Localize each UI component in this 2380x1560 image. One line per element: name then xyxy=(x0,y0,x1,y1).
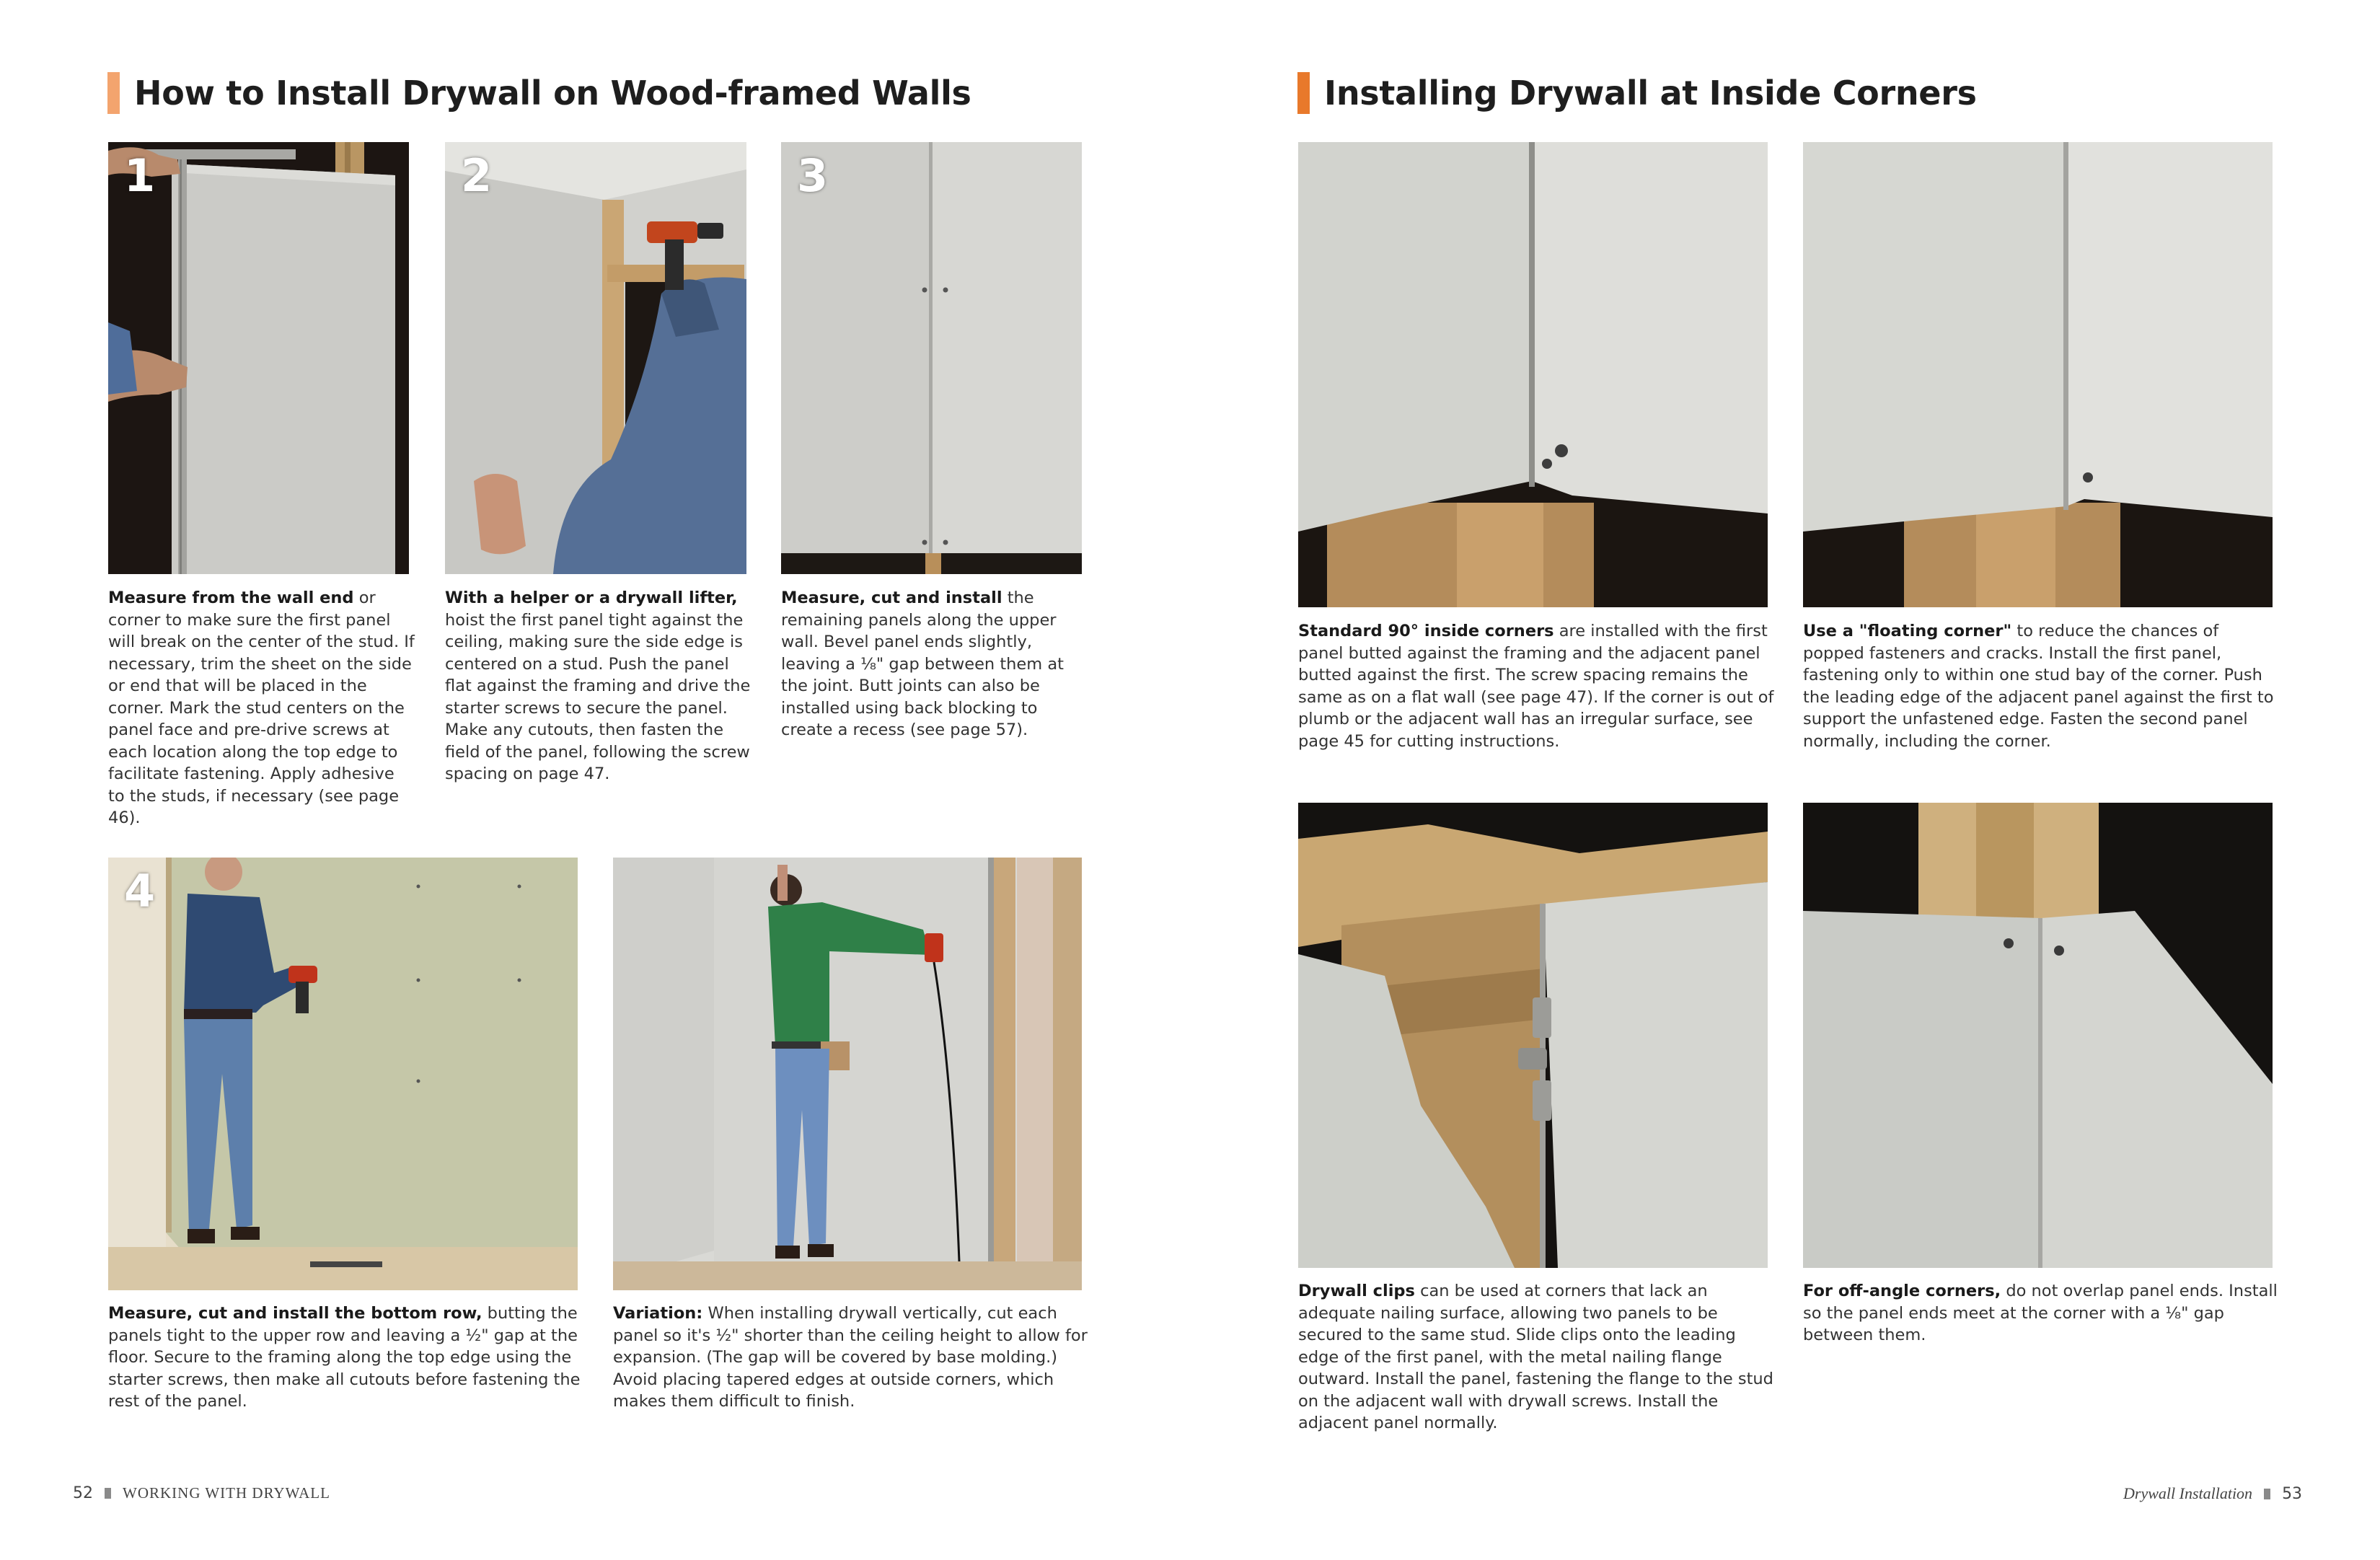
off-angle-corner-lead: For off-angle corners, xyxy=(1803,1282,2001,1300)
step-1-number: 1 xyxy=(124,149,156,202)
off-angle-corner-photo xyxy=(1803,803,2273,1268)
step-3-lead: Measure, cut and install xyxy=(781,589,1002,607)
standard-corner-text: are installed with the first panel butted against the framing and the adjacent panel butted against the first. The screw spacing remains the same as on a flat wall (see page 47). If the corner is out of plumb or the adjacent wall has an irregular surface, see page 45 for cutting instructions. xyxy=(1298,622,1774,751)
off-angle-corner-text: do not overlap panel ends. Install so the panel ends meet at the corner with a ⅛" gap between them. xyxy=(1803,1282,2278,1344)
step-1-text: or corner to make sure the first panel will break on the center of the stud. If necessary, trim the sheet on the side or end that will be placed in the corner. Mark the stud centers on the panel face and pre-drive screws at each location along the top edge to facilitate fastening. Apply adhesive to the studs, if necessary (see page 46). xyxy=(108,589,415,827)
step-2-caption xyxy=(445,587,752,785)
step-2-photo xyxy=(445,142,746,574)
step-4-caption xyxy=(108,1303,584,1413)
step-4-number: 4 xyxy=(124,865,156,917)
step-4-text: butting the panels tight to the upper row and leaving a ½" gap at the floor. Secure to the framing along the top edge using the starter screws, then make all cutouts before fastening the rest of the panel. xyxy=(108,1304,581,1411)
step-3-text: the remaining panels along the upper wall. Bevel panel ends slightly, leaving a ⅛" gap between them at the joint. Butt joints can also be installed using back blocking to create a recess (see page 57). xyxy=(781,589,1064,739)
floating-corner-lead: Use a "floating corner" xyxy=(1803,622,2012,640)
drywall-clips-caption xyxy=(1298,1280,1774,1435)
right-page-title: Installing Drywall at Inside Corners xyxy=(1324,74,1977,113)
step-3-photo xyxy=(781,142,1082,574)
step-2-number: 2 xyxy=(461,149,493,202)
floating-corner-caption xyxy=(1803,620,2279,752)
off-angle-corner-caption xyxy=(1803,1280,2279,1347)
floating-corner-photo xyxy=(1803,142,2273,607)
step-1-photo xyxy=(108,142,409,574)
drywall-clips-text: can be used at corners that lack an adequate nailing surface, allowing two panels to be secured to the same stud. Slide clips onto the leading edge of the first panel, with the metal nailing flange outward. Install the panel, fastening the flange to the stud on the adjacent wall with drywall screws. Install the adjacent panel normally. xyxy=(1298,1282,1773,1432)
variation-photo xyxy=(613,858,1082,1290)
step-2-lead: With a helper or a drywall lifter, xyxy=(445,589,738,607)
right-heading xyxy=(1297,71,1977,115)
step-4-lead: Measure, cut and install the bottom row, xyxy=(108,1304,482,1323)
step-1-lead: Measure from the wall end xyxy=(108,589,354,607)
step-3-number: 3 xyxy=(797,149,829,202)
variation-caption xyxy=(613,1303,1089,1413)
right-folio xyxy=(2123,1484,2302,1503)
variation-text: When installing drywall vertically, cut each panel so it's ½" shorter than the ceiling height to allow for expansion. (The gap will be covered by base molding.) Avoid placing tapered edges at outside corners, which makes them difficult to finish. xyxy=(613,1304,1088,1411)
folio-divider xyxy=(105,1488,111,1499)
step-1-caption xyxy=(108,587,415,829)
left-page-number: 52 xyxy=(73,1484,93,1502)
step-3-caption xyxy=(781,587,1080,741)
floating-corner-text: to reduce the chances of popped fasteners and cracks. Install the first panel, fastening only to within one stud bay of the corner. Push the leading edge of the adjacent panel against the first to support the unfastened edge. Fasten the second panel normally, including the corner. xyxy=(1803,622,2274,751)
right-section-title: Drywall Installation xyxy=(2123,1484,2253,1502)
right-page-number: 53 xyxy=(2282,1484,2303,1503)
step-2-text: hoist the first panel tight against the ceiling, making sure the side edge is centered on a stud. Push the panel flat against the framing and drive the starter screws to secure the panel. Make any cutouts, then fasten the field of the panel, following the screw spacing on page 47. xyxy=(445,610,751,783)
left-heading xyxy=(107,71,971,115)
step-4-photo xyxy=(108,858,578,1290)
left-page-title: How to Install Drywall on Wood-framed Walls xyxy=(134,74,971,113)
drywall-clips-photo xyxy=(1298,803,1768,1268)
standard-corner-caption xyxy=(1298,620,1774,752)
heading-accent-bar xyxy=(107,72,120,114)
left-folio xyxy=(73,1484,330,1502)
folio-divider xyxy=(2264,1489,2270,1499)
standard-corner-photo xyxy=(1298,142,1768,607)
variation-lead: Variation: xyxy=(613,1304,703,1323)
heading-accent-bar xyxy=(1297,72,1310,114)
left-section-title: WORKING WITH DRYWALL xyxy=(123,1484,330,1502)
standard-corner-lead: Standard 90° inside corners xyxy=(1298,622,1554,640)
drywall-clips-lead: Drywall clips xyxy=(1298,1282,1415,1300)
